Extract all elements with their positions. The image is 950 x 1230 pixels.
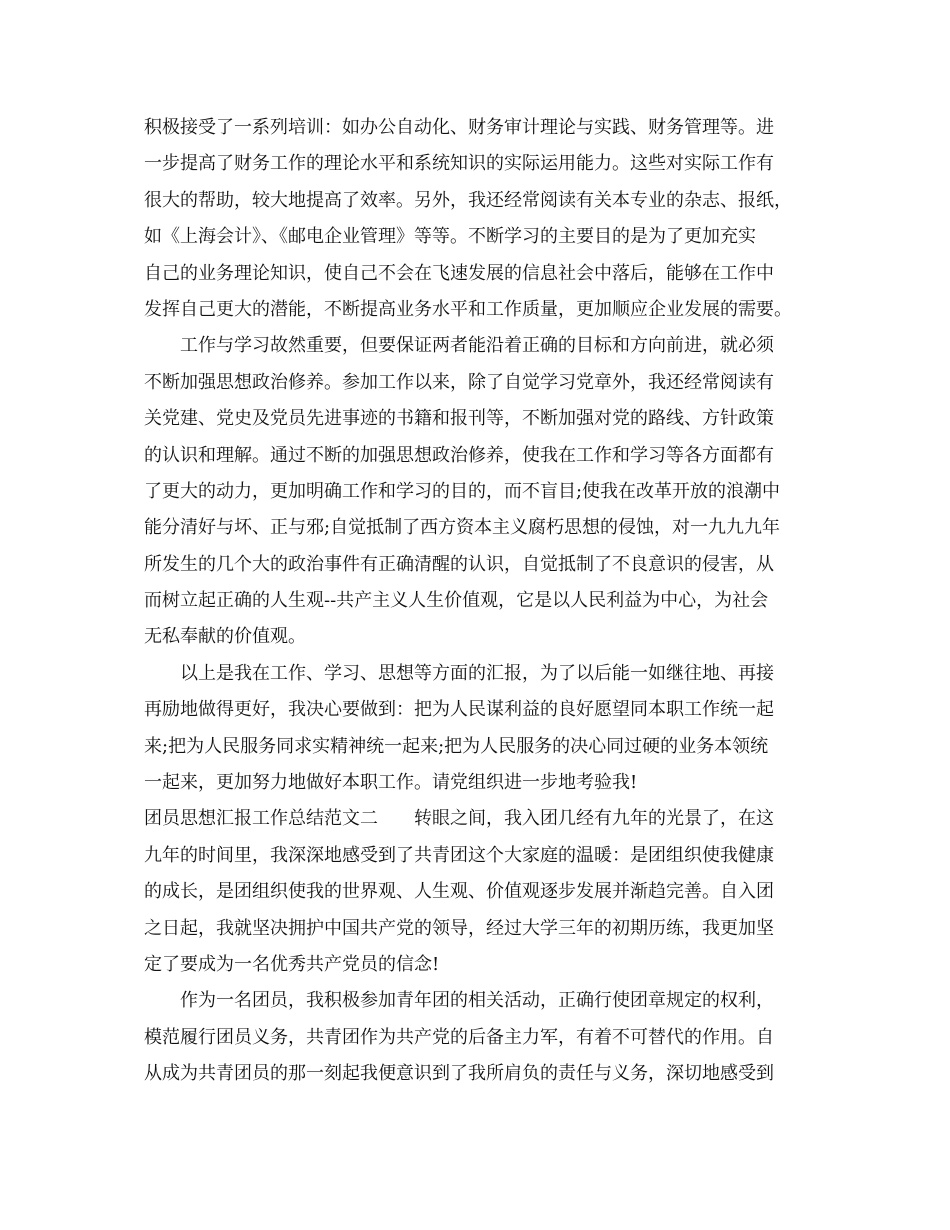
text-line: 从成为共青团员的那一刻起我便意识到了我所肩负的责任与义务，深切地感受到	[144, 1063, 774, 1085]
body-text	[144, 110, 814, 1093]
text-line: 再励地做得更好，我决心要做到：把为人民谋利益的良好愿望同本职工作统一起	[144, 699, 774, 721]
text-line: 能分清好与坏、正与邪;自觉抵制了西方资本主义腐朽思想的侵蚀，对一九九九年	[144, 517, 781, 539]
text-line: 所发生的几个大的政治事件有正确清醒的认识，自觉抵制了不良意识的侵害，从	[144, 553, 774, 575]
text-line: 不断加强思想政治修养。参加工作以来，除了自觉学习党章外，我还经常阅读有	[144, 371, 774, 393]
paragraph-start-line: 以上是我在工作、学习、思想等方面的汇报，为了以后能一如继往地、再接	[180, 662, 774, 684]
text-line: 自己的业务理论知识，使自己不会在飞速发展的信息社会中落后，能够在工作中	[144, 262, 774, 284]
text-line: 发挥自己更大的潜能，不断提高业务水平和工作质量，更加顺应企业发展的需要。	[144, 298, 792, 320]
text-line: 一步提高了财务工作的理论水平和系统知识的实际运用能力。这些对实际工作有	[144, 153, 774, 175]
text-line: 很大的帮助，较大地提高了效率。另外，我还经常阅读有关本专业的杂志、报纸，	[144, 189, 792, 211]
text-line: 九年的时间里，我深深地感受到了共青团这个大家庭的温暖：是团组织使我健康	[144, 844, 774, 866]
text-line: 定了要成为一名优秀共产党员的信念!	[144, 953, 440, 975]
text-line: 了更大的动力，更加明确工作和学习的目的，而不盲目;使我在改革开放的浪潮中	[144, 480, 781, 502]
paragraph-start-line: 工作与学习故然重要，但要保证两者能沿着正确的目标和方向前进，就必须	[180, 335, 774, 357]
text-line: 来;把为人民服务同求实精神统一起来;把为人民服务的决心同过硬的业务本领统	[144, 735, 769, 757]
text-line: 之日起，我就坚决拥护中国共产党的领导，经过大学三年的初期历练，我更加坚	[144, 917, 774, 939]
text-line: 无私奉献的价值观。	[144, 626, 306, 648]
text-line: 模范履行团员义务，共青团作为共产党的后备主力军，有着不可替代的作用。自	[144, 1026, 774, 1048]
text-line: 积极接受了一系列培训：如办公自动化、财务审计理论与实践、财务管理等。进	[144, 117, 774, 138]
text-line: 的成长，是团组织使我的世界观、人生观、价值观逐步发展并渐趋完善。自入团	[144, 881, 774, 903]
text-line: 一起来，更加努力地做好本职工作。请党组织进一步地考验我!	[144, 772, 638, 794]
section-title-line: 团员思想汇报工作总结范文二 转眼之间，我入团几经有九年的光景了，在这	[144, 808, 774, 830]
paragraph-start-line: 作为一名团员，我积极参加青年团的相关活动，正确行使团章规定的权利，	[180, 990, 774, 1012]
text-line: 的认识和理解。通过不断的加强思想政治修养，使我在工作和学习等各方面都有	[144, 444, 774, 466]
text-line: 如《上海会计》、《邮电企业管理》等等。不断学习的主要目的是为了更加充实	[144, 226, 756, 248]
text-line: 而树立起正确的人生观--共产主义人生价值观，它是以人民利益为中心，为社会	[144, 590, 769, 612]
text-line: 关党建、党史及党员先进事迹的书籍和报刊等，不断加强对党的路线、方针政策	[144, 408, 774, 430]
